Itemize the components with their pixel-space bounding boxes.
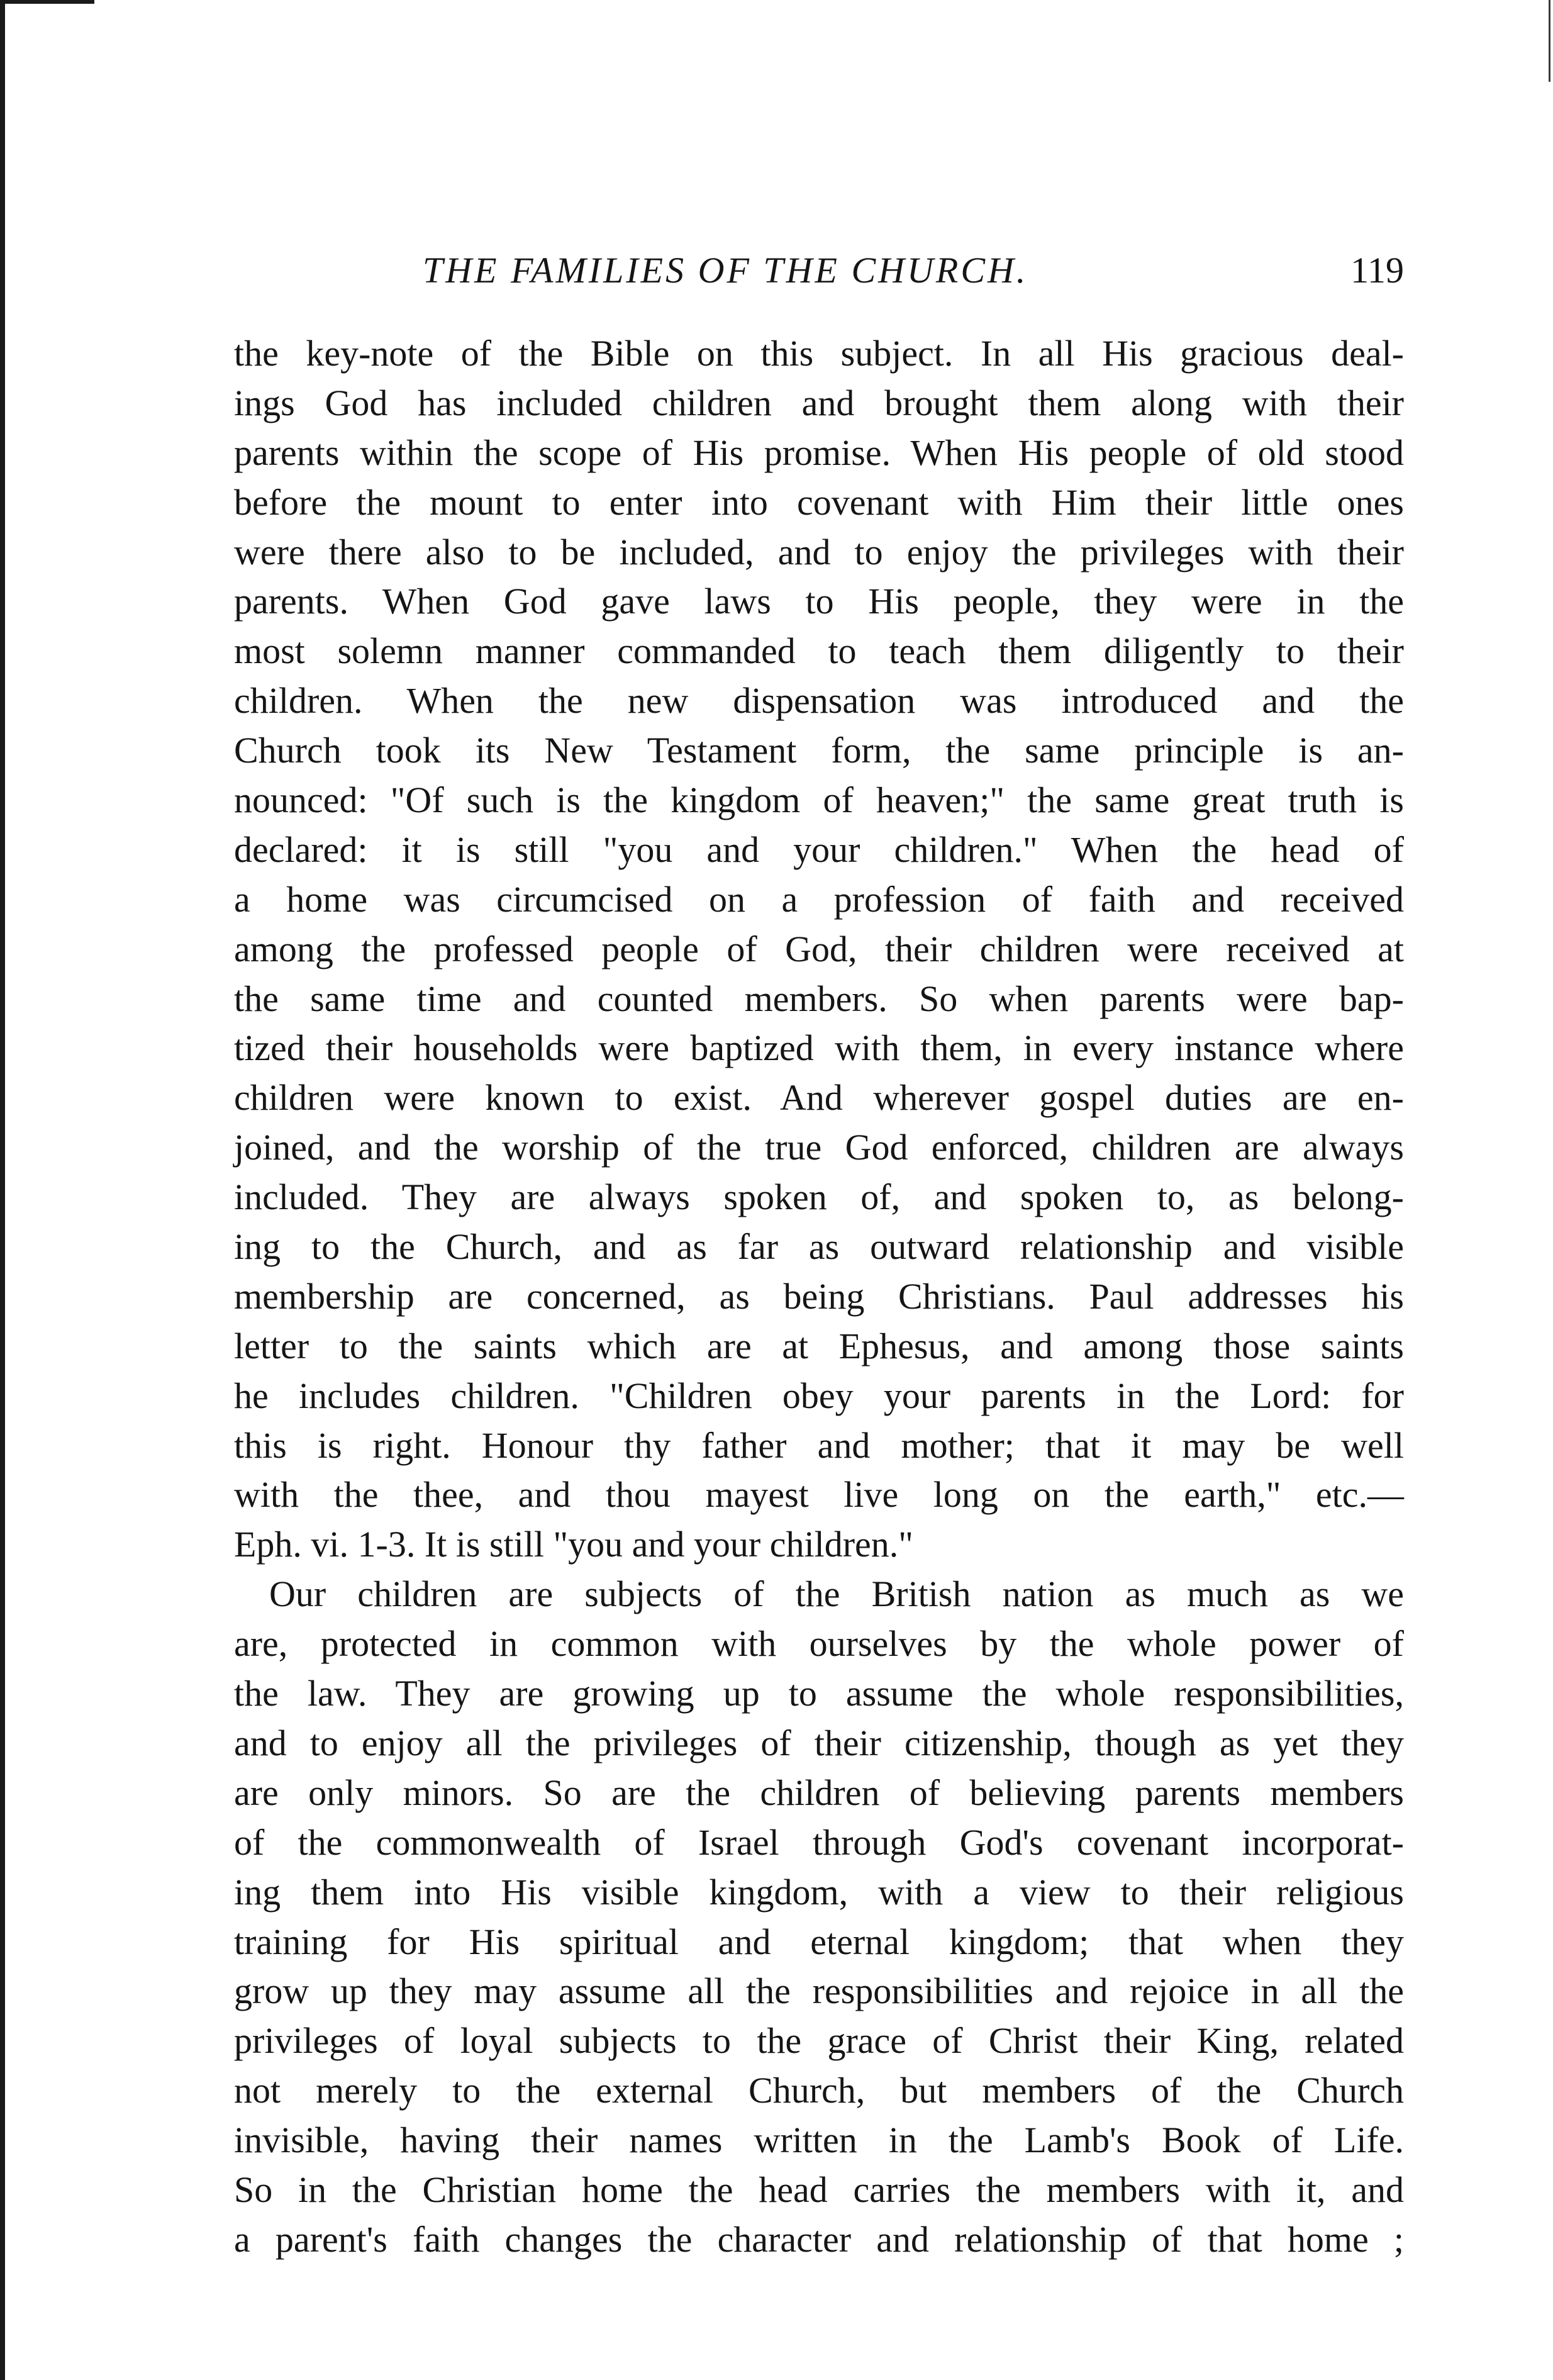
text-line: ing to the Church, and as far as outward relationship and visible	[234, 1226, 1404, 1268]
text-line: a home was circumcised on a profession of faith and received	[234, 878, 1404, 920]
text-line: among the professed people of God, their children were received at	[234, 928, 1404, 969]
text-line: letter to the saints which are at Ephesus, and among those saints	[234, 1325, 1404, 1366]
text-line: a parent's faith changes the character and relationship of that home ;	[234, 2218, 1404, 2260]
text-line: ings God has included children and brought them along with their	[234, 382, 1404, 423]
text-line: are only minors. So are the children of believing parents members	[234, 1772, 1404, 1813]
text-line: this is right. Honour thy father and mother; that it may be well	[234, 1424, 1404, 1466]
book-page	[234, 242, 1404, 2265]
text-line: children were known to exist. And wherever gospel duties are en-	[234, 1077, 1404, 1119]
text-line: parents. When God gave laws to His people, they were in the	[234, 581, 1404, 622]
text-line: most solemn manner commanded to teach them diligently to their	[234, 630, 1404, 672]
text-line: privileges of loyal subjects to the grace of Christ their King, related	[234, 2020, 1404, 2062]
text-line: joined, and the worship of the true God enforced, children are always	[234, 1127, 1404, 1168]
text-line: the key-note of the Bible on this subject. In all His gracious deal-	[234, 333, 1404, 374]
text-line: invisible, having their names written in the Lamb's Book of Life.	[234, 2120, 1404, 2161]
text-line: parents within the scope of His promise. When His people of old stood	[234, 432, 1404, 473]
scan-mark-right	[1549, 0, 1550, 82]
running-head	[234, 242, 1404, 305]
text-line: are, protected in common with ourselves by the whole power of	[234, 1623, 1404, 1665]
text-line: with the thee, and thou mayest live long on the earth," etc.—	[234, 1474, 1404, 1516]
text-line: So in the Christian home the head carries the members with it, and	[234, 2169, 1404, 2210]
text-line: training for His spiritual and eternal kingdom; that when they	[234, 1921, 1404, 1962]
scan-border-left	[0, 0, 5, 2380]
running-title: THE FAMILIES OF THE CHURCH.	[423, 250, 1028, 291]
body-text	[234, 329, 1404, 2265]
text-line: of the commonwealth of Israel through God's covenant incorporat-	[234, 1821, 1404, 1863]
text-line: membership are concerned, as being Christians. Paul addresses his	[234, 1275, 1404, 1317]
page-number: 119	[1350, 250, 1404, 291]
text-line: tized their households were baptized with them, in every instance where	[234, 1027, 1404, 1069]
text-line: Eph. vi. 1-3. It is still "you and your children."	[234, 1524, 913, 1565]
text-line: not merely to the external Church, but members of the Church	[234, 2070, 1404, 2111]
text-line: ing them into His visible kingdom, with a view to their religious	[234, 1871, 1404, 1913]
text-line: grow up they may assume all the responsibilities and rejoice in all the	[234, 1970, 1404, 2012]
text-line: Our children are subjects of the British nation as much as we	[269, 1573, 1404, 1615]
text-line: Church took its New Testament form, the same principle is an-	[234, 730, 1404, 771]
text-line: nounced: "Of such is the kingdom of heaven;" the same great truth is	[234, 779, 1404, 821]
text-line: and to enjoy all the privileges of their citizenship, though as yet they	[234, 1722, 1404, 1763]
text-line: children. When the new dispensation was introduced and the	[234, 680, 1404, 722]
text-line: declared: it is still "you and your children." When the head of	[234, 829, 1404, 870]
text-line: the same time and counted members. So when parents were bap-	[234, 978, 1404, 1019]
scan-border-top	[0, 0, 94, 4]
text-line: before the mount to enter into covenant with Him their little ones	[234, 481, 1404, 523]
text-line: were there also to be included, and to enjoy the privileges with their	[234, 531, 1404, 573]
text-line: the law. They are growing up to assume the whole responsibilities,	[234, 1673, 1404, 1714]
text-line: included. They are always spoken of, and spoken to, as belong-	[234, 1176, 1404, 1218]
text-line: he includes children. "Children obey your parents in the Lord: for	[234, 1375, 1404, 1416]
